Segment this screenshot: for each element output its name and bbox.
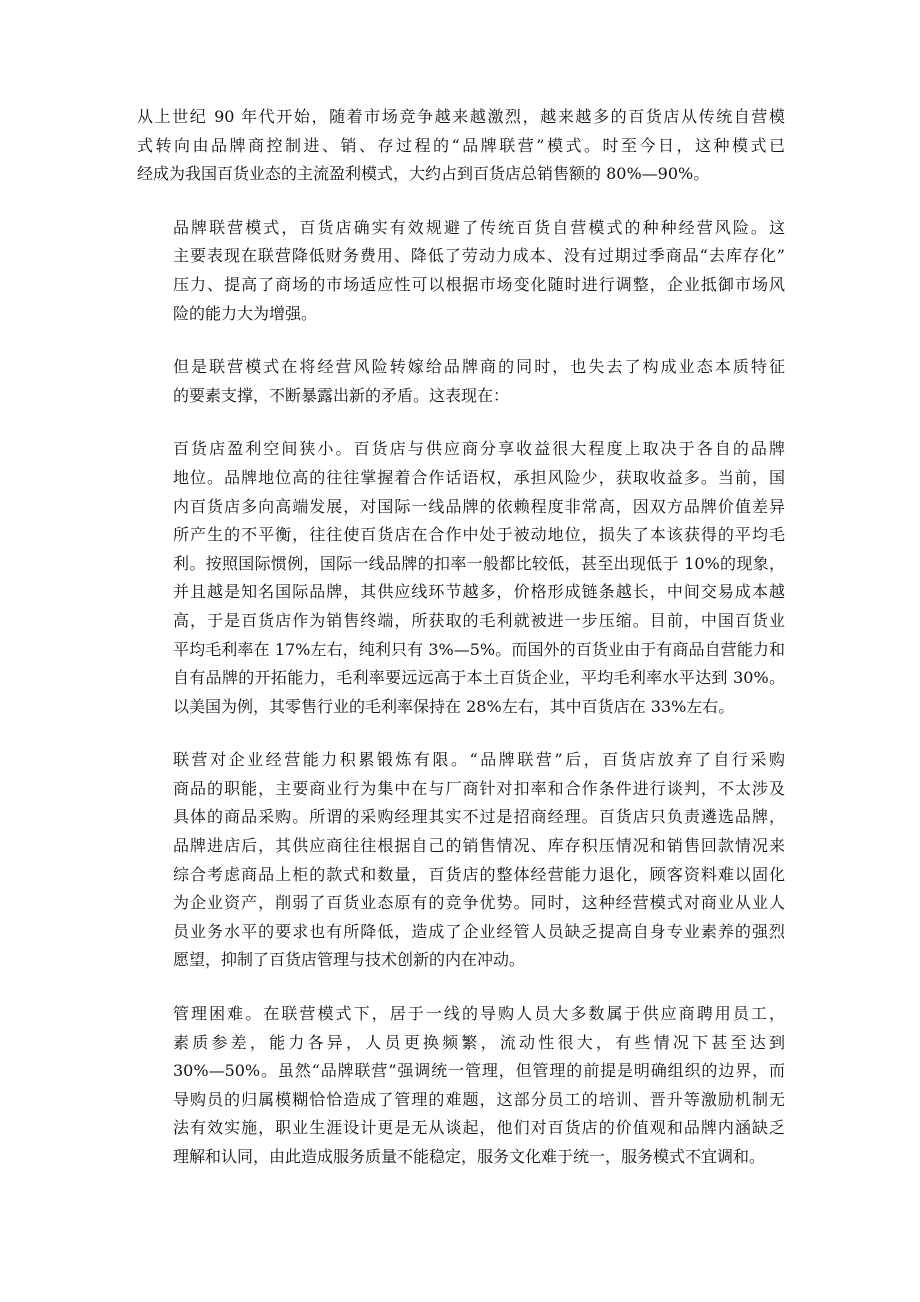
- text-line: 具体的商品采购。所谓的采购经理其实不过是招商经理。百货店只负责遴选品牌，: [173, 807, 785, 827]
- text-line: 主要表现在联营降低财务费用、降低了劳动力成本、没有过期过季商品“去库存化”: [173, 246, 785, 266]
- text-line: 所产生的不平衡，往往使百货店在合作中处于被动地位，损失了本该获得的平均毛: [173, 525, 785, 545]
- document-page: [137, 103, 785, 1197]
- text-line: 地位。品牌地位高的往往掌握着合作话语权，承担风险少，获取收益多。当前，国: [173, 467, 785, 487]
- text-line: 商品的职能，主要商业行为集中在与厂商针对扣率和合作条件进行谈判，不太涉及: [173, 778, 785, 798]
- text-line: 理解和认同，由此造成服务质量不能稳定，服务文化难于统一，服务模式不宜调和。: [173, 1147, 766, 1166]
- text-line: 联营对企业经营能力积累锻炼有限。“品牌联营”后，百货店放弃了自行采购: [173, 750, 785, 770]
- paragraph: [137, 746, 785, 975]
- text-line: 并且越是知名国际品牌，其供应线环节越多，价格形成链条越长，中间交易成本越: [173, 582, 785, 602]
- text-line: 经成为我国百货业态的主流盈利模式，大约占到百货店总销售额的 80%—90%。: [137, 164, 710, 184]
- paragraph: [137, 103, 785, 189]
- text-line: 式转向由品牌商控制进、销、存过程的“品牌联营”模式。时至今日，这种模式已: [137, 135, 785, 155]
- paragraph: [137, 435, 785, 721]
- text-line: 但是联营模式在将经营风险转嫁给品牌商的同时，也失去了构成业态本质特征: [173, 357, 785, 377]
- text-line: 品牌联营模式，百货店确实有效规避了传统百货自营模式的种种经营风险。这: [173, 217, 785, 237]
- text-line: 管理困难。在联营模式下，居于一线的导购人员大多数属于供应商聘用员工，: [173, 1004, 785, 1024]
- paragraph: [137, 353, 785, 410]
- text-line: 平均毛利率在 17%左右，纯利只有 3%—5%。而国外的百货业由于有商品自营能力和: [173, 639, 785, 659]
- text-line: 的要素支撑，不断暴露出新的矛盾。这表现在：: [173, 385, 510, 405]
- text-line: 导购员的归属模糊恰恰造成了管理的难题，这部分员工的培训、晋升等激励机制无: [173, 1089, 785, 1109]
- paragraph: [137, 214, 785, 328]
- text-line: 百货店盈利空间狭小。百货店与供应商分享收益很大程度上取决于各自的品牌: [173, 439, 785, 459]
- text-line: 综合考虑商品上柜的款式和数量，百货店的整体经营能力退化，顾客资料难以固化: [173, 864, 785, 884]
- text-line: 利。按照国际惯例，国际一线品牌的扣率一般都比较低，甚至出现低于 10%的现象，: [173, 553, 785, 573]
- paragraph: [137, 1000, 785, 1172]
- text-line: 员业务水平的要求也有所降低，造成了企业经管人员缺乏提高自身专业素养的强烈: [173, 921, 785, 941]
- text-line: 为企业资产，削弱了百货业态原有的竞争优势。同时，这种经营模式对商业从业人: [173, 893, 785, 913]
- text-line: 自有品牌的开拓能力，毛利率要远远高于本土百货企业，平均毛利率水平达到 30%。: [173, 668, 785, 688]
- text-line: 素质参差，能力各异，人员更换频繁，流动性很大，有些情况下甚至达到: [173, 1032, 785, 1052]
- text-line: 内百货店多向高端发展，对国际一线品牌的依赖程度非常高，因双方品牌价值差异: [173, 496, 785, 516]
- text-line: 险的能力大为增强。: [173, 303, 318, 323]
- text-line: 以美国为例，其零售行业的毛利率保持在 28%左右，其中百货店在 33%左右。: [173, 696, 735, 716]
- text-line: 从上世纪 90 年代开始，随着市场竞争越来越激烈，越来越多的百货店从传统自营模: [137, 107, 785, 126]
- text-line: 30%—50%。虽然“品牌联营”强调统一管理，但管理的前提是明确组织的边界，而: [173, 1061, 785, 1081]
- text-line: 高，于是百货店作为销售终端，所获取的毛利就被进一步压缩。目前，中国百货业: [173, 610, 785, 630]
- text-line: 愿望，抑制了百货店管理与技术创新的内在冲动。: [173, 950, 526, 970]
- text-line: 法有效实施，职业生涯设计更是无从谈起，他们对百货店的价值观和品牌内涵缺乏: [173, 1118, 785, 1138]
- text-line: 压力、提高了商场的市场适应性可以根据市场变化随时进行调整，企业抵御市场风: [173, 274, 785, 294]
- text-line: 品牌进店后，其供应商往往根据自己的销售情况、库存积压情况和销售回款情况来: [173, 836, 785, 856]
